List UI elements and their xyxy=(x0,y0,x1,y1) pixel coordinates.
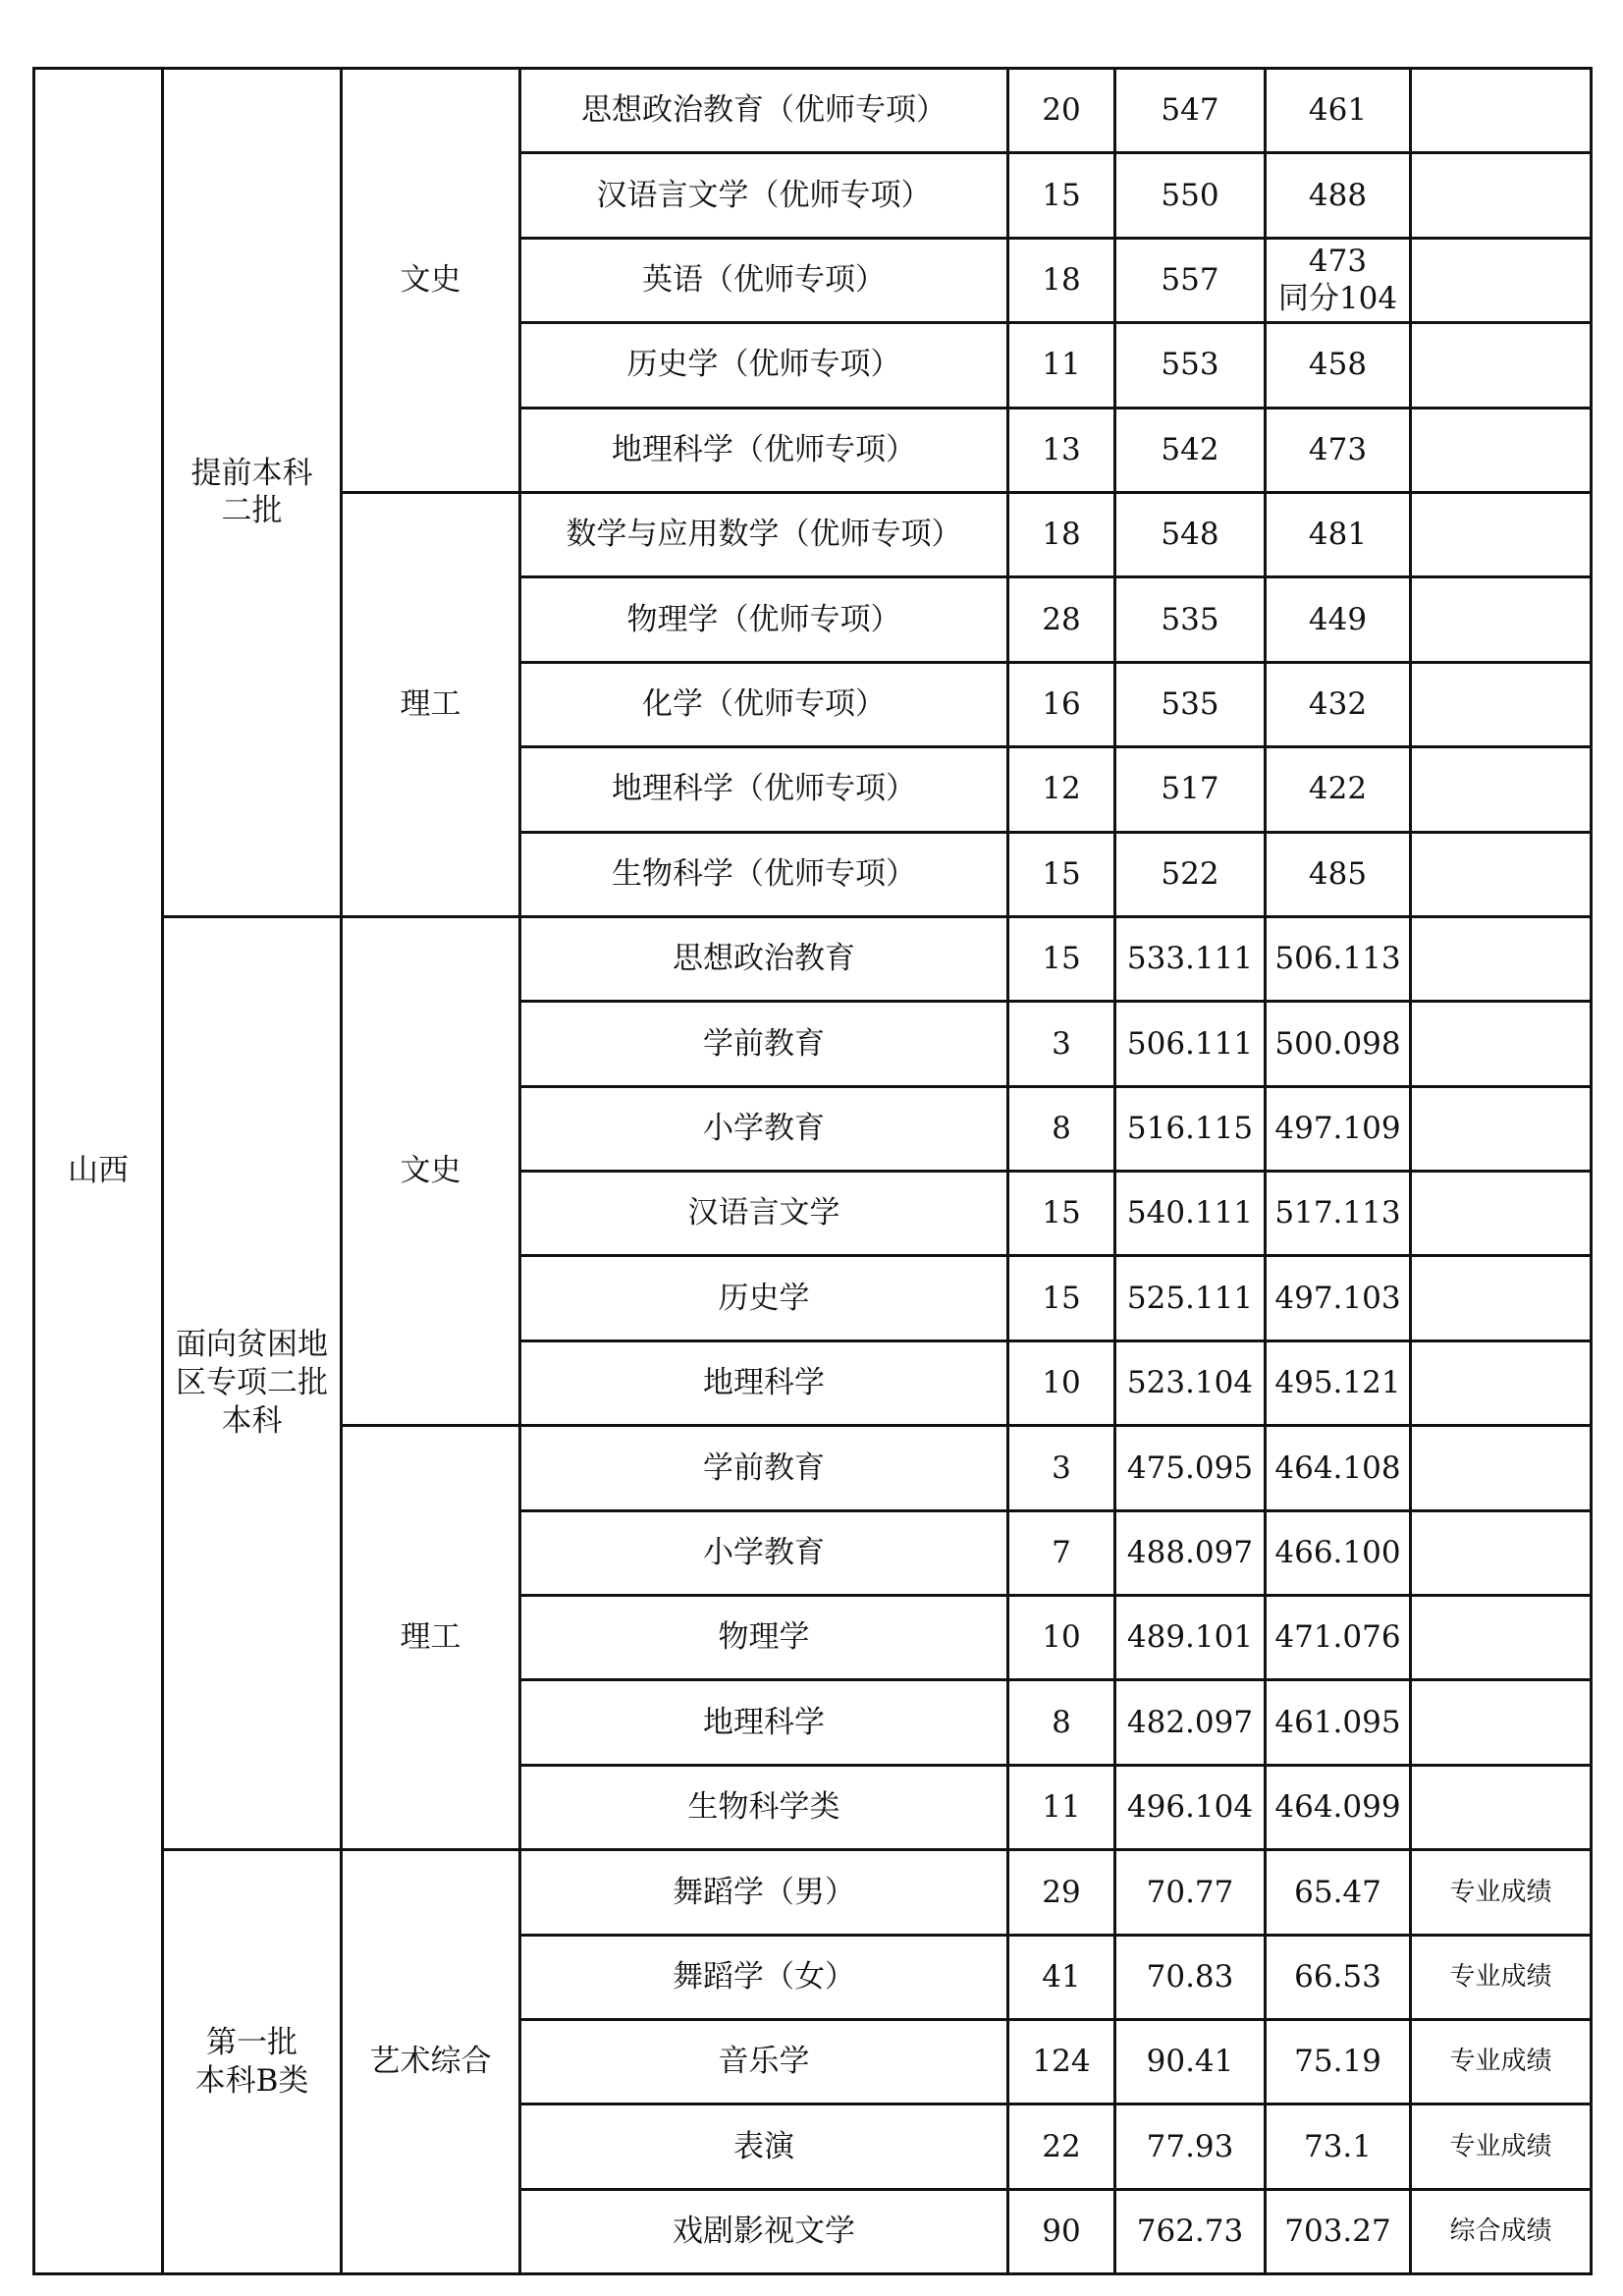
major-cell: 小学教育 xyxy=(520,1510,1008,1595)
min-score-cell xyxy=(1266,1172,1411,1256)
province-cell: 山西 xyxy=(34,69,163,2274)
min-score-cell-line: 488 xyxy=(1308,177,1368,213)
major-cell: 思想政治教育 xyxy=(520,916,1008,1001)
max-score-cell: 535 xyxy=(1115,577,1266,662)
note-cell xyxy=(1411,832,1592,916)
max-score-cell: 506.111 xyxy=(1115,1002,1266,1086)
batch-cell-line: 提前本科 xyxy=(190,455,313,491)
major-cell: 音乐学 xyxy=(520,2019,1008,2104)
max-score-cell: 517 xyxy=(1115,747,1266,832)
min-score-cell-line: 485 xyxy=(1308,855,1368,892)
max-score-cell: 522 xyxy=(1115,832,1266,916)
major-cell: 物理学（优师专项） xyxy=(520,577,1008,662)
min-score-cell xyxy=(1266,1765,1411,1849)
min-score-cell xyxy=(1266,916,1411,1001)
note-cell xyxy=(1411,323,1592,408)
category-cell: 理工 xyxy=(342,1426,520,1850)
note-cell xyxy=(1411,577,1592,662)
min-score-cell xyxy=(1266,408,1411,492)
batch-cell xyxy=(163,916,342,1849)
min-score-cell xyxy=(1266,238,1411,322)
min-score-cell xyxy=(1266,1680,1411,1765)
major-cell: 英语（优师专项） xyxy=(520,238,1008,322)
min-score-cell xyxy=(1266,1850,1411,1935)
note-cell xyxy=(1411,1765,1592,1849)
major-cell: 舞蹈学（男） xyxy=(520,1850,1008,1935)
max-score-cell: 70.77 xyxy=(1115,1850,1266,1935)
min-score-cell-line: 458 xyxy=(1308,347,1368,383)
note-cell xyxy=(1411,69,1592,153)
count-cell: 13 xyxy=(1008,408,1115,492)
major-cell: 戏剧影视文学 xyxy=(520,2189,1008,2273)
max-score-cell: 516.115 xyxy=(1115,1086,1266,1171)
max-score-cell: 533.111 xyxy=(1115,916,1266,1001)
count-cell: 7 xyxy=(1008,1510,1115,1595)
count-cell: 124 xyxy=(1008,2019,1115,2104)
min-score-cell-line: 422 xyxy=(1308,771,1368,807)
note-cell: 专业成绩 xyxy=(1411,1850,1592,1935)
min-score-cell xyxy=(1266,747,1411,832)
count-cell: 41 xyxy=(1008,1935,1115,2019)
major-cell: 学前教育 xyxy=(520,1002,1008,1086)
min-score-cell xyxy=(1266,1002,1411,1086)
min-score-cell-line: 703.27 xyxy=(1284,2214,1391,2250)
count-cell: 11 xyxy=(1008,1765,1115,1849)
min-score-cell xyxy=(1266,2105,1411,2189)
count-cell: 3 xyxy=(1008,1002,1115,1086)
max-score-cell: 547 xyxy=(1115,69,1266,153)
note-cell: 综合成绩 xyxy=(1411,2189,1592,2273)
count-cell: 11 xyxy=(1008,323,1115,408)
min-score-cell-line: 500.098 xyxy=(1274,1025,1401,1062)
table-row xyxy=(34,1850,1592,1935)
min-score-cell xyxy=(1266,1596,1411,1680)
max-score-cell: 535 xyxy=(1115,662,1266,746)
count-cell: 8 xyxy=(1008,1086,1115,1171)
note-cell xyxy=(1411,153,1592,238)
note-cell xyxy=(1411,747,1592,832)
note-cell xyxy=(1411,1596,1592,1680)
count-cell: 18 xyxy=(1008,492,1115,576)
min-score-cell xyxy=(1266,1340,1411,1425)
min-score-cell xyxy=(1266,1086,1411,1171)
max-score-cell: 557 xyxy=(1115,238,1266,322)
min-score-cell-line: 464.108 xyxy=(1274,1449,1401,1486)
min-score-cell-line: 517.113 xyxy=(1274,1195,1401,1231)
major-cell: 生物科学类 xyxy=(520,1765,1008,1849)
max-score-cell: 482.097 xyxy=(1115,1680,1266,1765)
min-score-cell xyxy=(1266,662,1411,746)
min-score-cell xyxy=(1266,1935,1411,2019)
table-row xyxy=(34,69,1592,153)
max-score-cell: 540.111 xyxy=(1115,1172,1266,1256)
admission-score-table xyxy=(32,67,1593,2275)
major-cell: 地理科学（优师专项） xyxy=(520,747,1008,832)
min-score-cell-line: 432 xyxy=(1308,686,1368,723)
note-cell xyxy=(1411,1002,1592,1086)
admission-score-sheet xyxy=(32,67,1590,2273)
major-cell: 思想政治教育（优师专项） xyxy=(520,69,1008,153)
min-score-cell-line: 同分104 xyxy=(1277,281,1398,317)
min-score-cell xyxy=(1266,2189,1411,2273)
category-cell: 理工 xyxy=(342,492,520,916)
min-score-cell xyxy=(1266,2019,1411,2104)
batch-cell-line: 本科B类 xyxy=(194,2062,309,2099)
note-cell xyxy=(1411,1086,1592,1171)
min-score-cell-line: 506.113 xyxy=(1274,941,1401,977)
max-score-cell: 542 xyxy=(1115,408,1266,492)
min-score-cell-line: 464.099 xyxy=(1274,1789,1401,1826)
batch-cell xyxy=(163,1850,342,2274)
major-cell: 化学（优师专项） xyxy=(520,662,1008,746)
min-score-cell-line: 481 xyxy=(1308,517,1368,553)
note-cell xyxy=(1411,1680,1592,1765)
count-cell: 15 xyxy=(1008,916,1115,1001)
major-cell: 汉语言文学 xyxy=(520,1172,1008,1256)
max-score-cell: 525.111 xyxy=(1115,1256,1266,1340)
min-score-cell-line: 73.1 xyxy=(1303,2128,1373,2164)
max-score-cell: 523.104 xyxy=(1115,1340,1266,1425)
count-cell: 16 xyxy=(1008,662,1115,746)
min-score-cell-line: 466.100 xyxy=(1274,1534,1401,1570)
count-cell: 15 xyxy=(1008,153,1115,238)
min-score-cell xyxy=(1266,323,1411,408)
batch-cell-line: 面向贫困地 xyxy=(176,1327,328,1363)
note-cell: 专业成绩 xyxy=(1411,2105,1592,2189)
note-cell xyxy=(1411,1510,1592,1595)
note-cell xyxy=(1411,492,1592,576)
batch-cell-line: 第一批 xyxy=(206,2024,298,2060)
max-score-cell: 77.93 xyxy=(1115,2105,1266,2189)
min-score-cell-line: 471.076 xyxy=(1274,1619,1401,1656)
min-score-cell xyxy=(1266,69,1411,153)
major-cell: 历史学（优师专项） xyxy=(520,323,1008,408)
count-cell: 22 xyxy=(1008,2105,1115,2189)
batch-cell-line: 二批 xyxy=(221,493,283,529)
major-cell: 小学教育 xyxy=(520,1086,1008,1171)
major-cell: 物理学 xyxy=(520,1596,1008,1680)
major-cell: 地理科学（优师专项） xyxy=(520,408,1008,492)
min-score-cell-line: 473 xyxy=(1308,431,1368,467)
count-cell: 28 xyxy=(1008,577,1115,662)
category-cell: 文史 xyxy=(342,69,520,493)
max-score-cell: 762.73 xyxy=(1115,2189,1266,2273)
max-score-cell: 488.097 xyxy=(1115,1510,1266,1595)
count-cell: 90 xyxy=(1008,2189,1115,2273)
category-cell: 艺术综合 xyxy=(342,1850,520,2274)
count-cell: 10 xyxy=(1008,1340,1115,1425)
max-score-cell: 496.104 xyxy=(1115,1765,1266,1849)
min-score-cell-line: 461 xyxy=(1308,92,1368,129)
major-cell: 舞蹈学（女） xyxy=(520,1935,1008,2019)
note-cell xyxy=(1411,916,1592,1001)
count-cell: 20 xyxy=(1008,69,1115,153)
min-score-cell xyxy=(1266,1426,1411,1510)
major-cell: 数学与应用数学（优师专项） xyxy=(520,492,1008,576)
min-score-cell-line: 461.095 xyxy=(1274,1704,1401,1740)
max-score-cell: 553 xyxy=(1115,323,1266,408)
min-score-cell-line: 495.121 xyxy=(1274,1365,1401,1401)
min-score-cell-line: 75.19 xyxy=(1294,2044,1381,2080)
min-score-cell-line: 65.47 xyxy=(1294,1874,1381,1910)
max-score-cell: 550 xyxy=(1115,153,1266,238)
major-cell: 表演 xyxy=(520,2105,1008,2189)
max-score-cell: 548 xyxy=(1115,492,1266,576)
count-cell: 18 xyxy=(1008,238,1115,322)
count-cell: 10 xyxy=(1008,1596,1115,1680)
category-cell: 文史 xyxy=(342,916,520,1425)
count-cell: 8 xyxy=(1008,1680,1115,1765)
table-row xyxy=(34,916,1592,1001)
min-score-cell xyxy=(1266,1256,1411,1340)
batch-cell-line: 本科 xyxy=(221,1402,283,1439)
min-score-cell-line: 497.109 xyxy=(1274,1111,1401,1146)
min-score-cell-line: 449 xyxy=(1308,601,1368,637)
max-score-cell: 489.101 xyxy=(1115,1596,1266,1680)
min-score-cell-line: 66.53 xyxy=(1294,1958,1381,1995)
max-score-cell: 90.41 xyxy=(1115,2019,1266,2104)
min-score-cell-line: 497.103 xyxy=(1274,1280,1401,1316)
max-score-cell: 70.83 xyxy=(1115,1935,1266,2019)
min-score-cell xyxy=(1266,153,1411,238)
min-score-cell xyxy=(1266,492,1411,576)
count-cell: 12 xyxy=(1008,747,1115,832)
min-score-cell xyxy=(1266,577,1411,662)
batch-cell xyxy=(163,69,342,917)
note-cell: 专业成绩 xyxy=(1411,1935,1592,2019)
major-cell: 学前教育 xyxy=(520,1426,1008,1510)
major-cell: 地理科学 xyxy=(520,1340,1008,1425)
major-cell: 汉语言文学（优师专项） xyxy=(520,153,1008,238)
min-score-cell xyxy=(1266,1510,1411,1595)
count-cell: 3 xyxy=(1008,1426,1115,1510)
count-cell: 29 xyxy=(1008,1850,1115,1935)
note-cell xyxy=(1411,1256,1592,1340)
note-cell xyxy=(1411,1426,1592,1510)
note-cell xyxy=(1411,1340,1592,1425)
note-cell xyxy=(1411,408,1592,492)
note-cell xyxy=(1411,238,1592,322)
min-score-cell xyxy=(1266,832,1411,916)
batch-cell-line: 区专项二批 xyxy=(176,1365,328,1401)
count-cell: 15 xyxy=(1008,1256,1115,1340)
max-score-cell: 475.095 xyxy=(1115,1426,1266,1510)
major-cell: 历史学 xyxy=(520,1256,1008,1340)
min-score-cell-line: 473 xyxy=(1308,243,1368,279)
major-cell: 生物科学（优师专项） xyxy=(520,832,1008,916)
note-cell xyxy=(1411,662,1592,746)
note-cell xyxy=(1411,1172,1592,1256)
count-cell: 15 xyxy=(1008,1172,1115,1256)
count-cell: 15 xyxy=(1008,832,1115,916)
major-cell: 地理科学 xyxy=(520,1680,1008,1765)
note-cell: 专业成绩 xyxy=(1411,2019,1592,2104)
